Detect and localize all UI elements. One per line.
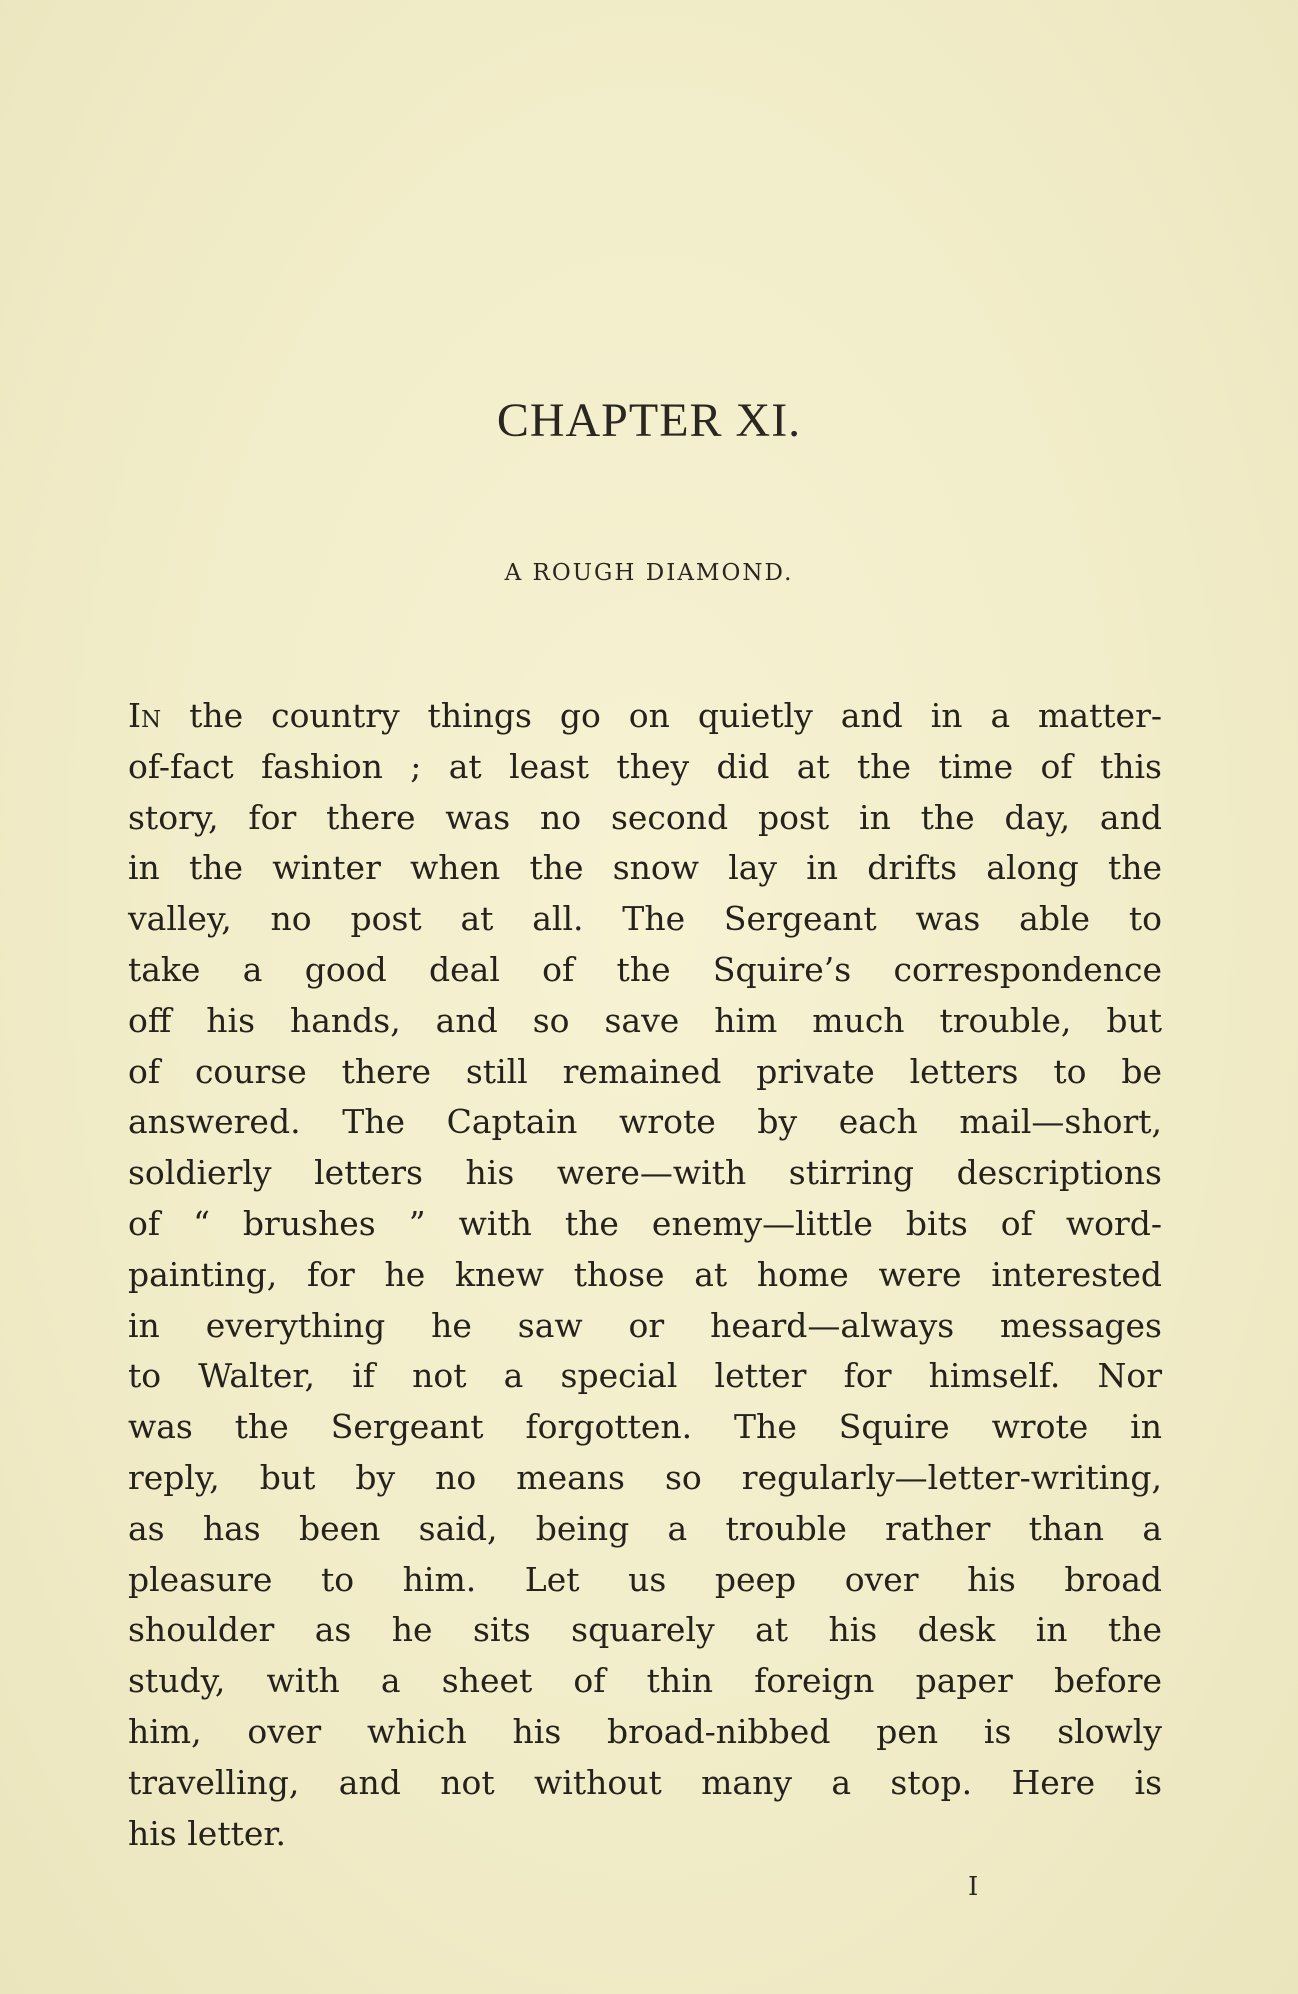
show-through-block — [240, 128, 1160, 178]
text-line: painting, for he knew those at home were interested — [128, 1254, 1162, 1294]
text-line: travelling, and not without many a stop. Here is — [128, 1762, 1162, 1802]
chapter-title: CHAPTER XI. — [496, 394, 802, 447]
text-line: answered. The Captain wrote by each mail—short, — [128, 1102, 1162, 1142]
text-line: soldierly letters his were—with stirring descriptions — [128, 1153, 1162, 1193]
text-line: study, with a sheet of thin foreign paper before — [128, 1661, 1162, 1701]
text-line — [128, 691, 1162, 742]
text-line: pleasure to him. Let us peep over his broad — [128, 1559, 1162, 1599]
text-line: valley, no post at all. The Sergeant was able to — [128, 899, 1162, 939]
text-line: him, over which his broad-nibbed pen is slowly — [128, 1711, 1162, 1751]
opening-word: In — [128, 696, 162, 735]
text-line: of-fact fashion ; at least they did at the time of this — [128, 746, 1162, 786]
text-line: was the Sergeant forgotten. The Squire wrote in — [128, 1407, 1162, 1447]
text-line: reply, but by no means so regularly—letter-writing, — [128, 1457, 1162, 1497]
chapter-body — [128, 691, 1162, 1859]
text-line: as has been said, being a trouble rather than a — [128, 1508, 1162, 1548]
text-line-content: the country things go on quietly and in a matter- — [161, 696, 1162, 735]
text-line: his letter. — [128, 1813, 287, 1853]
text-line: of course there still remained private letters to be — [128, 1051, 1162, 1091]
text-line: to Walter, if not a special letter for himself. Nor — [128, 1356, 1162, 1396]
text-line: in the winter when the snow lay in drifts along the — [128, 848, 1162, 888]
signature-mark: I — [968, 1872, 979, 1902]
text-line: shoulder as he sits squarely at his desk in the — [128, 1610, 1162, 1650]
chapter-subtitle: A ROUGH DIAMOND. — [504, 560, 794, 586]
text-line: take a good deal of the Squire’s correspondence — [128, 949, 1162, 989]
text-line: off his hands, and so save him much trouble, but — [128, 1000, 1162, 1040]
text-line: in everything he saw or heard—always messages — [128, 1305, 1162, 1345]
text-line: story, for there was no second post in the day, and — [128, 797, 1162, 837]
text-line: of “ brushes ” with the enemy—little bits of word- — [128, 1203, 1162, 1243]
